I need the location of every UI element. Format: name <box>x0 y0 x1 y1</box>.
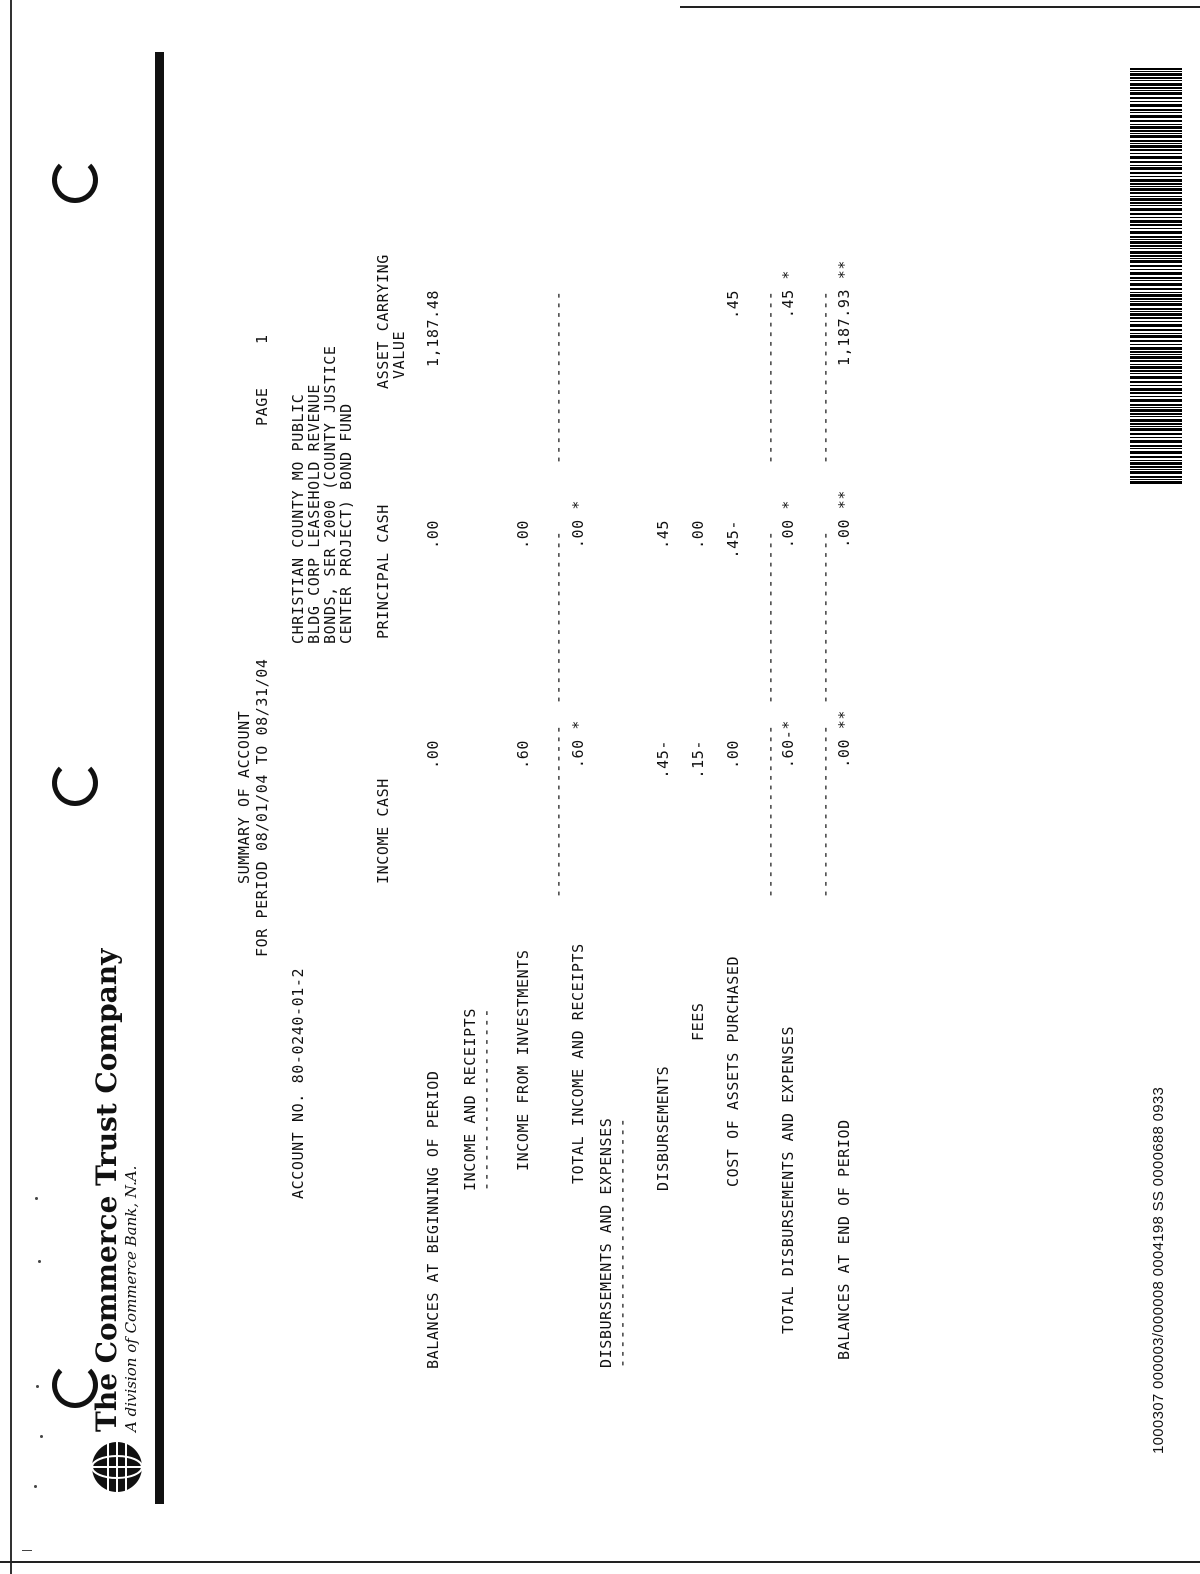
barcode-bar <box>1130 301 1182 302</box>
barcode-bar <box>1130 440 1182 443</box>
barcode-bar <box>1130 167 1182 170</box>
barcode-bar <box>1130 205 1182 206</box>
barcode-bar <box>1130 192 1182 194</box>
section-disb-underline: -------------------------- <box>613 1117 631 1368</box>
barcode-bar <box>1130 364 1182 365</box>
asset-balances-end: 1,187.93 ** <box>835 260 853 366</box>
barcode-bar <box>1130 479 1182 480</box>
barcode-bar <box>1130 172 1182 174</box>
barcode-bar <box>1130 269 1182 270</box>
barcode-bar <box>1130 258 1182 259</box>
barcode-bar <box>1130 466 1182 468</box>
barcode-bar <box>1130 288 1182 290</box>
barcode-bar <box>1130 83 1182 86</box>
barcode-bar <box>1130 344 1182 345</box>
col-principal-cash: PRINCIPAL CASH <box>374 504 392 639</box>
barcode-bar <box>1130 97 1182 99</box>
barcode-bar <box>1130 385 1182 386</box>
barcode-bar <box>1130 231 1182 234</box>
barcode-bar <box>1130 409 1182 412</box>
principal-total-disb: .00 * <box>779 500 797 549</box>
barcode-bar <box>1130 248 1182 249</box>
barcode-bar <box>1130 329 1182 331</box>
asset-balances-begin: 1,187.48 <box>424 290 442 368</box>
asset-rule-3: ------------------ <box>816 290 834 464</box>
barcode-bar <box>1130 92 1182 95</box>
barcode-bar <box>1130 183 1182 185</box>
account-number: ACCOUNT NO. 80-0240-01-2 <box>289 967 307 1199</box>
col-asset-carrying-value: VALUE <box>390 330 408 379</box>
barcode-bar <box>1130 451 1182 454</box>
barcode-bar <box>1130 179 1182 182</box>
row-label-total-income: TOTAL INCOME AND RECEIPTS <box>569 943 587 1184</box>
barcode-bar <box>1130 115 1182 118</box>
principal-disbursements: .45 <box>654 520 672 549</box>
barcode-bar <box>1130 448 1182 449</box>
barcode-bar <box>1130 156 1182 159</box>
account-name-line-2: BLDG CORP LEASEHOLD REVENUE <box>305 383 323 644</box>
barcode-bar <box>1130 381 1182 383</box>
row-label-balances-end: BALANCES AT END OF PERIOD <box>835 1119 853 1360</box>
income-rule-3: ------------------ <box>816 724 834 898</box>
barcode-bar <box>1130 376 1182 379</box>
income-rule-1: ------------------ <box>549 724 567 898</box>
barcode-bar <box>1130 161 1182 163</box>
barcode-bar <box>1130 120 1182 122</box>
barcode-bar <box>1130 471 1182 474</box>
barcode-bar <box>1130 135 1182 138</box>
barcode-bar <box>1130 176 1182 177</box>
principal-income-investments: .00 <box>514 520 532 549</box>
barcode-bar <box>1130 68 1182 70</box>
barcode-bar <box>1130 87 1182 89</box>
barcode-bar <box>1130 208 1182 211</box>
barcode-bar <box>1130 460 1182 461</box>
asset-rule-1: ------------------ <box>549 290 567 464</box>
principal-cost-assets: .45- <box>724 520 742 559</box>
barcode-bar <box>1130 388 1182 391</box>
barcode-bar <box>1130 202 1182 204</box>
barcode-bar <box>1130 149 1182 151</box>
principal-total-income: .00 * <box>569 500 587 549</box>
barcode-bar <box>1130 277 1182 279</box>
barcode-bar <box>1130 101 1182 102</box>
barcode-bar <box>1130 188 1182 191</box>
barcode-bar <box>1130 80 1182 81</box>
barcode-bar <box>1130 143 1182 144</box>
principal-balances-begin: .00 <box>424 520 442 549</box>
barcode-bar <box>1130 354 1182 355</box>
barcode-bar <box>1130 351 1182 353</box>
income-rule-2: ------------------ <box>761 724 779 898</box>
barcode-bar <box>1130 236 1182 238</box>
barcode-bar <box>1130 360 1182 362</box>
barcode-bar <box>1130 445 1182 447</box>
principal-balances-end: .00 ** <box>835 490 853 548</box>
barcode-bar <box>1130 153 1182 154</box>
barcode-bar <box>1130 228 1182 229</box>
barcode-bar <box>1130 112 1182 113</box>
barcode-bar <box>1130 311 1182 312</box>
row-label-cost-assets: COST OF ASSETS PURCHASED <box>724 955 742 1187</box>
page-number: 1 <box>253 334 271 344</box>
barcode-bar <box>1130 356 1182 359</box>
footer-code: 1000307 000003/000008 0004198 SS 0000688 0933 <box>1150 1086 1167 1454</box>
barcode-bar <box>1130 280 1182 281</box>
barcode-bar <box>1130 272 1182 275</box>
barcode-bar <box>1130 186 1182 187</box>
barcode-bar <box>1130 433 1182 435</box>
barcode-bar <box>1130 404 1182 406</box>
row-label-income-investments: INCOME FROM INVESTMENTS <box>514 949 532 1171</box>
company-logo <box>90 948 148 1494</box>
barcode-bar <box>1130 255 1182 257</box>
barcode-bar <box>1130 145 1182 148</box>
barcode-bar <box>1130 428 1182 431</box>
barcode-bar <box>1130 220 1182 223</box>
barcode-bar <box>1130 462 1182 465</box>
barcode-bar <box>1130 423 1182 425</box>
barcode-bar <box>1130 239 1182 240</box>
col-income-cash: INCOME CASH <box>374 778 392 884</box>
statement-period: FOR PERIOD 08/01/04 TO 08/31/04 <box>253 658 271 957</box>
principal-rule-2: ------------------ <box>761 530 779 704</box>
barcode-bar <box>1130 133 1182 134</box>
section-income-receipts: INCOME AND RECEIPTS <box>461 1008 479 1191</box>
barcode-bar <box>1130 426 1182 427</box>
barcode-bar <box>1130 265 1182 267</box>
barcode-bar <box>1130 260 1182 263</box>
barcode-bar <box>1130 416 1182 417</box>
barcode-bar <box>1130 396 1182 397</box>
income-total-income: .60 * <box>569 720 587 769</box>
barcode-bar <box>1130 283 1182 286</box>
barcode-bar <box>1130 392 1182 394</box>
barcode-bar <box>1130 73 1182 76</box>
barcode-bar <box>1130 335 1182 338</box>
barcode-bar <box>1130 294 1182 297</box>
barcode-bar <box>1130 77 1182 79</box>
barcode-bar <box>1130 251 1182 254</box>
barcode-bar <box>1130 419 1182 422</box>
principal-rule-3: ------------------ <box>816 530 834 704</box>
barcode-bar <box>1130 437 1182 438</box>
barcode-bar <box>1130 373 1182 374</box>
barcode-bar <box>1130 313 1182 316</box>
row-label-fees: FEES <box>689 1002 707 1041</box>
barcode-bar <box>1130 140 1182 142</box>
company-subtitle: A division of Commerce Bank, N.A. <box>122 1165 140 1432</box>
principal-fees: .00 <box>689 520 707 549</box>
page-label: PAGE <box>253 387 271 426</box>
barcode-bar <box>1130 413 1182 415</box>
barcode-bar <box>1130 196 1182 197</box>
row-label-disbursements: DISBURSEMENTS <box>654 1065 672 1191</box>
barcode-bar <box>1130 104 1182 107</box>
barcode-bar <box>1130 298 1182 300</box>
barcode-bar <box>1130 481 1182 484</box>
barcode-bar <box>1130 165 1182 166</box>
barcode-bar <box>1130 126 1182 129</box>
col-asset-carrying: ASSET CARRYING <box>374 254 392 389</box>
asset-cost-assets: .45 <box>724 290 742 319</box>
account-name-line-3: BONDS, SER 2000 (COUNTY JUSTICE <box>321 345 339 644</box>
section-income-underline: ------------------- <box>477 1008 495 1191</box>
company-name: The Commerce Trust Company <box>90 948 123 1432</box>
barcode-bar <box>1130 90 1182 91</box>
income-disbursements: .45- <box>654 740 672 779</box>
barcode-bar <box>1130 347 1182 350</box>
barcode-bar <box>1130 321 1182 322</box>
barcode-bar <box>1130 241 1182 244</box>
barcode-bar <box>1130 324 1182 327</box>
asset-total-disb: .45 * <box>779 270 797 319</box>
row-label-total-disb: TOTAL DISBURSEMENTS AND EXPENSES <box>779 1025 797 1334</box>
barcode-bar <box>1130 456 1182 458</box>
barcode-bar <box>1130 124 1182 125</box>
income-total-disb: .60-* <box>779 720 797 769</box>
income-balances-begin: .00 <box>424 740 442 769</box>
barcode-bar <box>1130 370 1182 372</box>
barcode-bar <box>1130 303 1182 306</box>
globe-icon <box>90 1440 144 1494</box>
account-name-line-1: CHRISTIAN COUNTY MO PUBLIC <box>289 393 307 644</box>
barcode-bar <box>1130 109 1182 111</box>
barcode-bar <box>1130 317 1182 319</box>
row-label-balances-begin: BALANCES AT BEGINNING OF PERIOD <box>424 1070 442 1369</box>
barcode-bar <box>1130 245 1182 247</box>
income-fees: .15- <box>689 740 707 779</box>
income-cost-assets: .00 <box>724 740 742 769</box>
income-from-investments: .60 <box>514 740 532 769</box>
barcode-bar <box>1130 366 1182 369</box>
barcode <box>1130 66 1182 484</box>
summary-title: SUMMARY OF ACCOUNT <box>235 710 253 884</box>
barcode-bar <box>1130 217 1182 218</box>
barcode-bar <box>1130 130 1182 132</box>
barcode-bar <box>1130 292 1182 293</box>
barcode-bar <box>1130 308 1182 310</box>
barcode-bar <box>1130 213 1182 215</box>
barcode-bar <box>1130 333 1182 334</box>
barcode-bar <box>1130 71 1182 72</box>
barcode-bar <box>1130 407 1182 408</box>
barcode-bar <box>1130 340 1182 342</box>
barcode-bar <box>1130 469 1182 470</box>
barcode-bar <box>1130 198 1182 201</box>
income-balances-end: .00 ** <box>835 710 853 768</box>
section-disb-expenses: DISBURSEMENTS AND EXPENSES <box>597 1117 615 1368</box>
principal-rule-1: ------------------ <box>549 530 567 704</box>
asset-rule-2: ------------------ <box>761 290 779 464</box>
barcode-bar <box>1130 399 1182 402</box>
barcode-bar <box>1130 224 1182 226</box>
barcode-bar <box>1130 476 1182 478</box>
account-name-line-4: CENTER PROJECT) BOND FUND <box>337 403 355 644</box>
